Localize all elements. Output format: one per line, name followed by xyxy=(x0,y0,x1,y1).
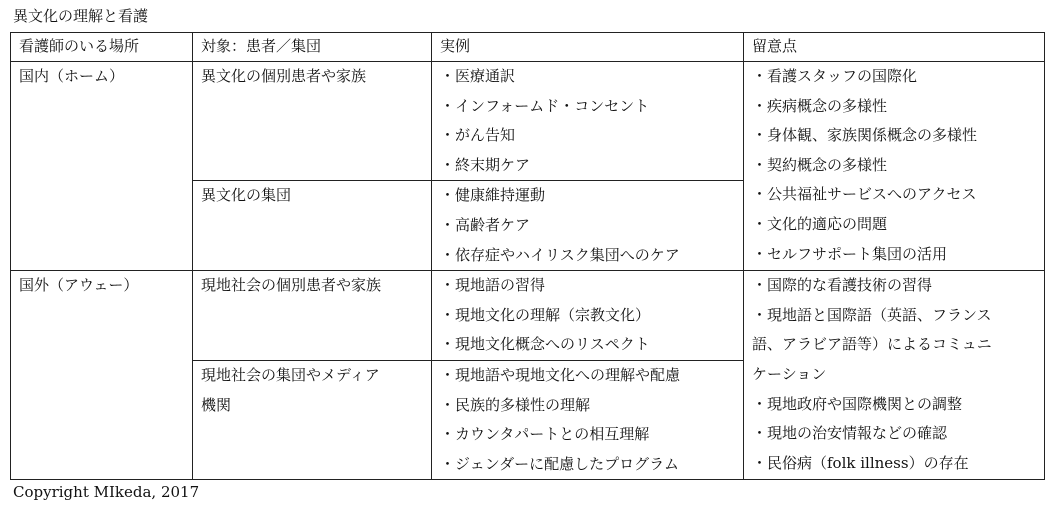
list-item: ・医療通訳 xyxy=(440,67,516,85)
location-domestic: 国内（ホーム） xyxy=(11,62,193,271)
list-item: ・契約概念の多様性 xyxy=(752,155,888,174)
document-title: 異文化の理解と看護 xyxy=(13,7,149,25)
list-item: ・看護スタッフの国際化 xyxy=(752,67,918,85)
list-item: ・現地文化概念へのリスペクト xyxy=(440,335,650,354)
target-line: 機関 xyxy=(201,395,232,414)
list-item: ・民族的多様性の理解 xyxy=(440,395,591,414)
list-item: ・身体観、家族関係概念の多様性 xyxy=(752,126,978,145)
examples-domestic-group xyxy=(432,181,744,271)
header-target: 対象：患者／集団 xyxy=(193,33,432,62)
list-item: ・民俗病（folk illness）の存在 xyxy=(752,453,969,472)
list-item: ケーション xyxy=(752,364,827,383)
header-row xyxy=(11,33,1045,62)
list-item: ・がん告知 xyxy=(440,126,516,145)
list-item: ・ジェンダーに配慮したプログラム xyxy=(440,454,679,473)
list-item: ・国際的な看護技術の習得 xyxy=(752,276,933,295)
target-abroad-group xyxy=(193,360,432,479)
list-item: ・疾病概念の多様性 xyxy=(752,96,888,115)
list-item: 語、アラビア語等）によるコミュニ xyxy=(752,335,992,354)
list-item: ・公共福祉サービスへのアクセス xyxy=(752,185,977,204)
list-item: ・終末期ケア xyxy=(440,155,531,174)
list-item: ・健康維持運動 xyxy=(440,186,546,205)
list-item: ・現地語の習得 xyxy=(440,276,546,295)
list-item: ・現地文化の理解（宗教文化） xyxy=(440,305,651,324)
list-item: ・現地の治安情報などの確認 xyxy=(752,424,948,443)
table-row xyxy=(11,271,1045,361)
examples-abroad-group xyxy=(432,360,744,479)
target-line: 現地社会の集団やメディア xyxy=(201,365,380,384)
notes-domestic xyxy=(744,62,1045,271)
nursing-culture-table xyxy=(10,32,1045,480)
list-item: ・現地語と国際語（英語、フランス xyxy=(752,305,992,324)
target-abroad-individual: 現地社会の個別患者や家族 xyxy=(193,271,432,361)
header-location: 看護師のいる場所 xyxy=(11,33,193,62)
list-item: ・インフォームド・コンセント xyxy=(440,96,650,115)
list-item: ・依存症やハイリスク集団へのケア xyxy=(440,245,680,264)
examples-domestic-individual xyxy=(432,62,744,181)
list-item: ・現地語や現地文化への理解や配慮 xyxy=(440,365,681,384)
copyright-footer: Copyright MIkeda, 2017 xyxy=(13,483,200,501)
list-item: ・現地政府や国際機関との調整 xyxy=(752,394,963,413)
header-notes: 留意点 xyxy=(744,33,1045,62)
list-item: ・カウンタパートとの相互理解 xyxy=(440,425,650,444)
target-domestic-individual: 異文化の個別患者や家族 xyxy=(193,62,432,181)
examples-abroad-individual xyxy=(432,271,744,361)
target-domestic-group: 異文化の集団 xyxy=(193,181,432,271)
list-item: ・文化的適応の問題 xyxy=(752,214,888,233)
table-row xyxy=(11,62,1045,181)
location-abroad: 国外（アウェー） xyxy=(11,271,193,480)
notes-abroad xyxy=(744,271,1045,480)
list-item: ・セルフサポート集団の活用 xyxy=(752,244,948,263)
header-examples: 実例 xyxy=(432,33,744,62)
list-item: ・高齢者ケア xyxy=(440,215,531,234)
